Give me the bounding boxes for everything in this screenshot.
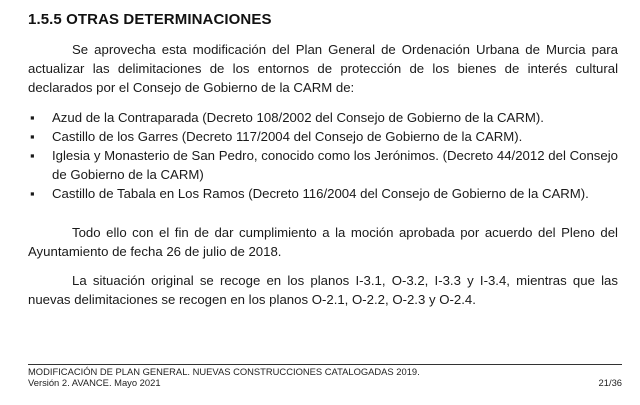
list-item <box>28 146 618 184</box>
list-item <box>28 108 618 127</box>
footer-document-title: MODIFICACIÓN DE PLAN GENERAL. NUEVAS CONSTRUCCIONES CATALOGADAS 2019. <box>28 366 420 377</box>
monument-list <box>28 108 618 203</box>
compliance-paragraph <box>28 223 618 261</box>
list-item-text: Castillo de los Garres (Decreto 117/2004 del Consejo de Gobierno de la CARM). <box>52 129 523 144</box>
intro-text: Se aprovecha esta modificación del Plan General de Ordenación Urbana de Murcia para actualizar las delimitaciones de los entornos de protección de los bienes de interés cultural declarados por el Consejo de Gobierno de la CARM de: <box>28 42 618 95</box>
situation-text: La situación original se recoge en los planos I-3.1, O-3.2, I-3.3 y I-3.4, mientras que las nuevas delimitaciones se recogen en los planos O-2.1, O-2.2, O-2.3 y O-2.4. <box>28 273 618 307</box>
list-item <box>28 127 618 146</box>
footer-divider <box>28 364 622 365</box>
bullet-icon: ▪ <box>30 129 35 144</box>
page-number: 21/36 <box>598 377 622 388</box>
list-item-text: Iglesia y Monasterio de San Pedro, conocido como los Jerónimos. (Decreto 44/2012 del Consejo de Gobierno de la CARM) <box>52 148 618 182</box>
bullet-icon: ▪ <box>30 110 35 125</box>
list-item-text: Castillo de Tabala en Los Ramos (Decreto 116/2004 del Consejo de Gobierno de la CARM). <box>52 186 589 201</box>
page-footer <box>28 366 622 388</box>
compliance-text: Todo ello con el fin de dar cumplimiento a la moción aprobada por acuerdo del Pleno del Ayuntamiento de fecha 26 de julio de 2018. <box>28 225 618 259</box>
situation-paragraph <box>28 271 618 309</box>
footer-version: Versión 2. AVANCE. Mayo 2021 <box>28 377 161 388</box>
list-item <box>28 184 618 203</box>
bullet-icon: ▪ <box>30 186 35 201</box>
bullet-icon: ▪ <box>30 148 35 163</box>
section-heading: 1.5.5 OTRAS DETERMINACIONES <box>28 11 272 28</box>
intro-paragraph <box>28 40 618 97</box>
list-item-text: Azud de la Contraparada (Decreto 108/2002 del Consejo de Gobierno de la CARM). <box>52 110 544 125</box>
